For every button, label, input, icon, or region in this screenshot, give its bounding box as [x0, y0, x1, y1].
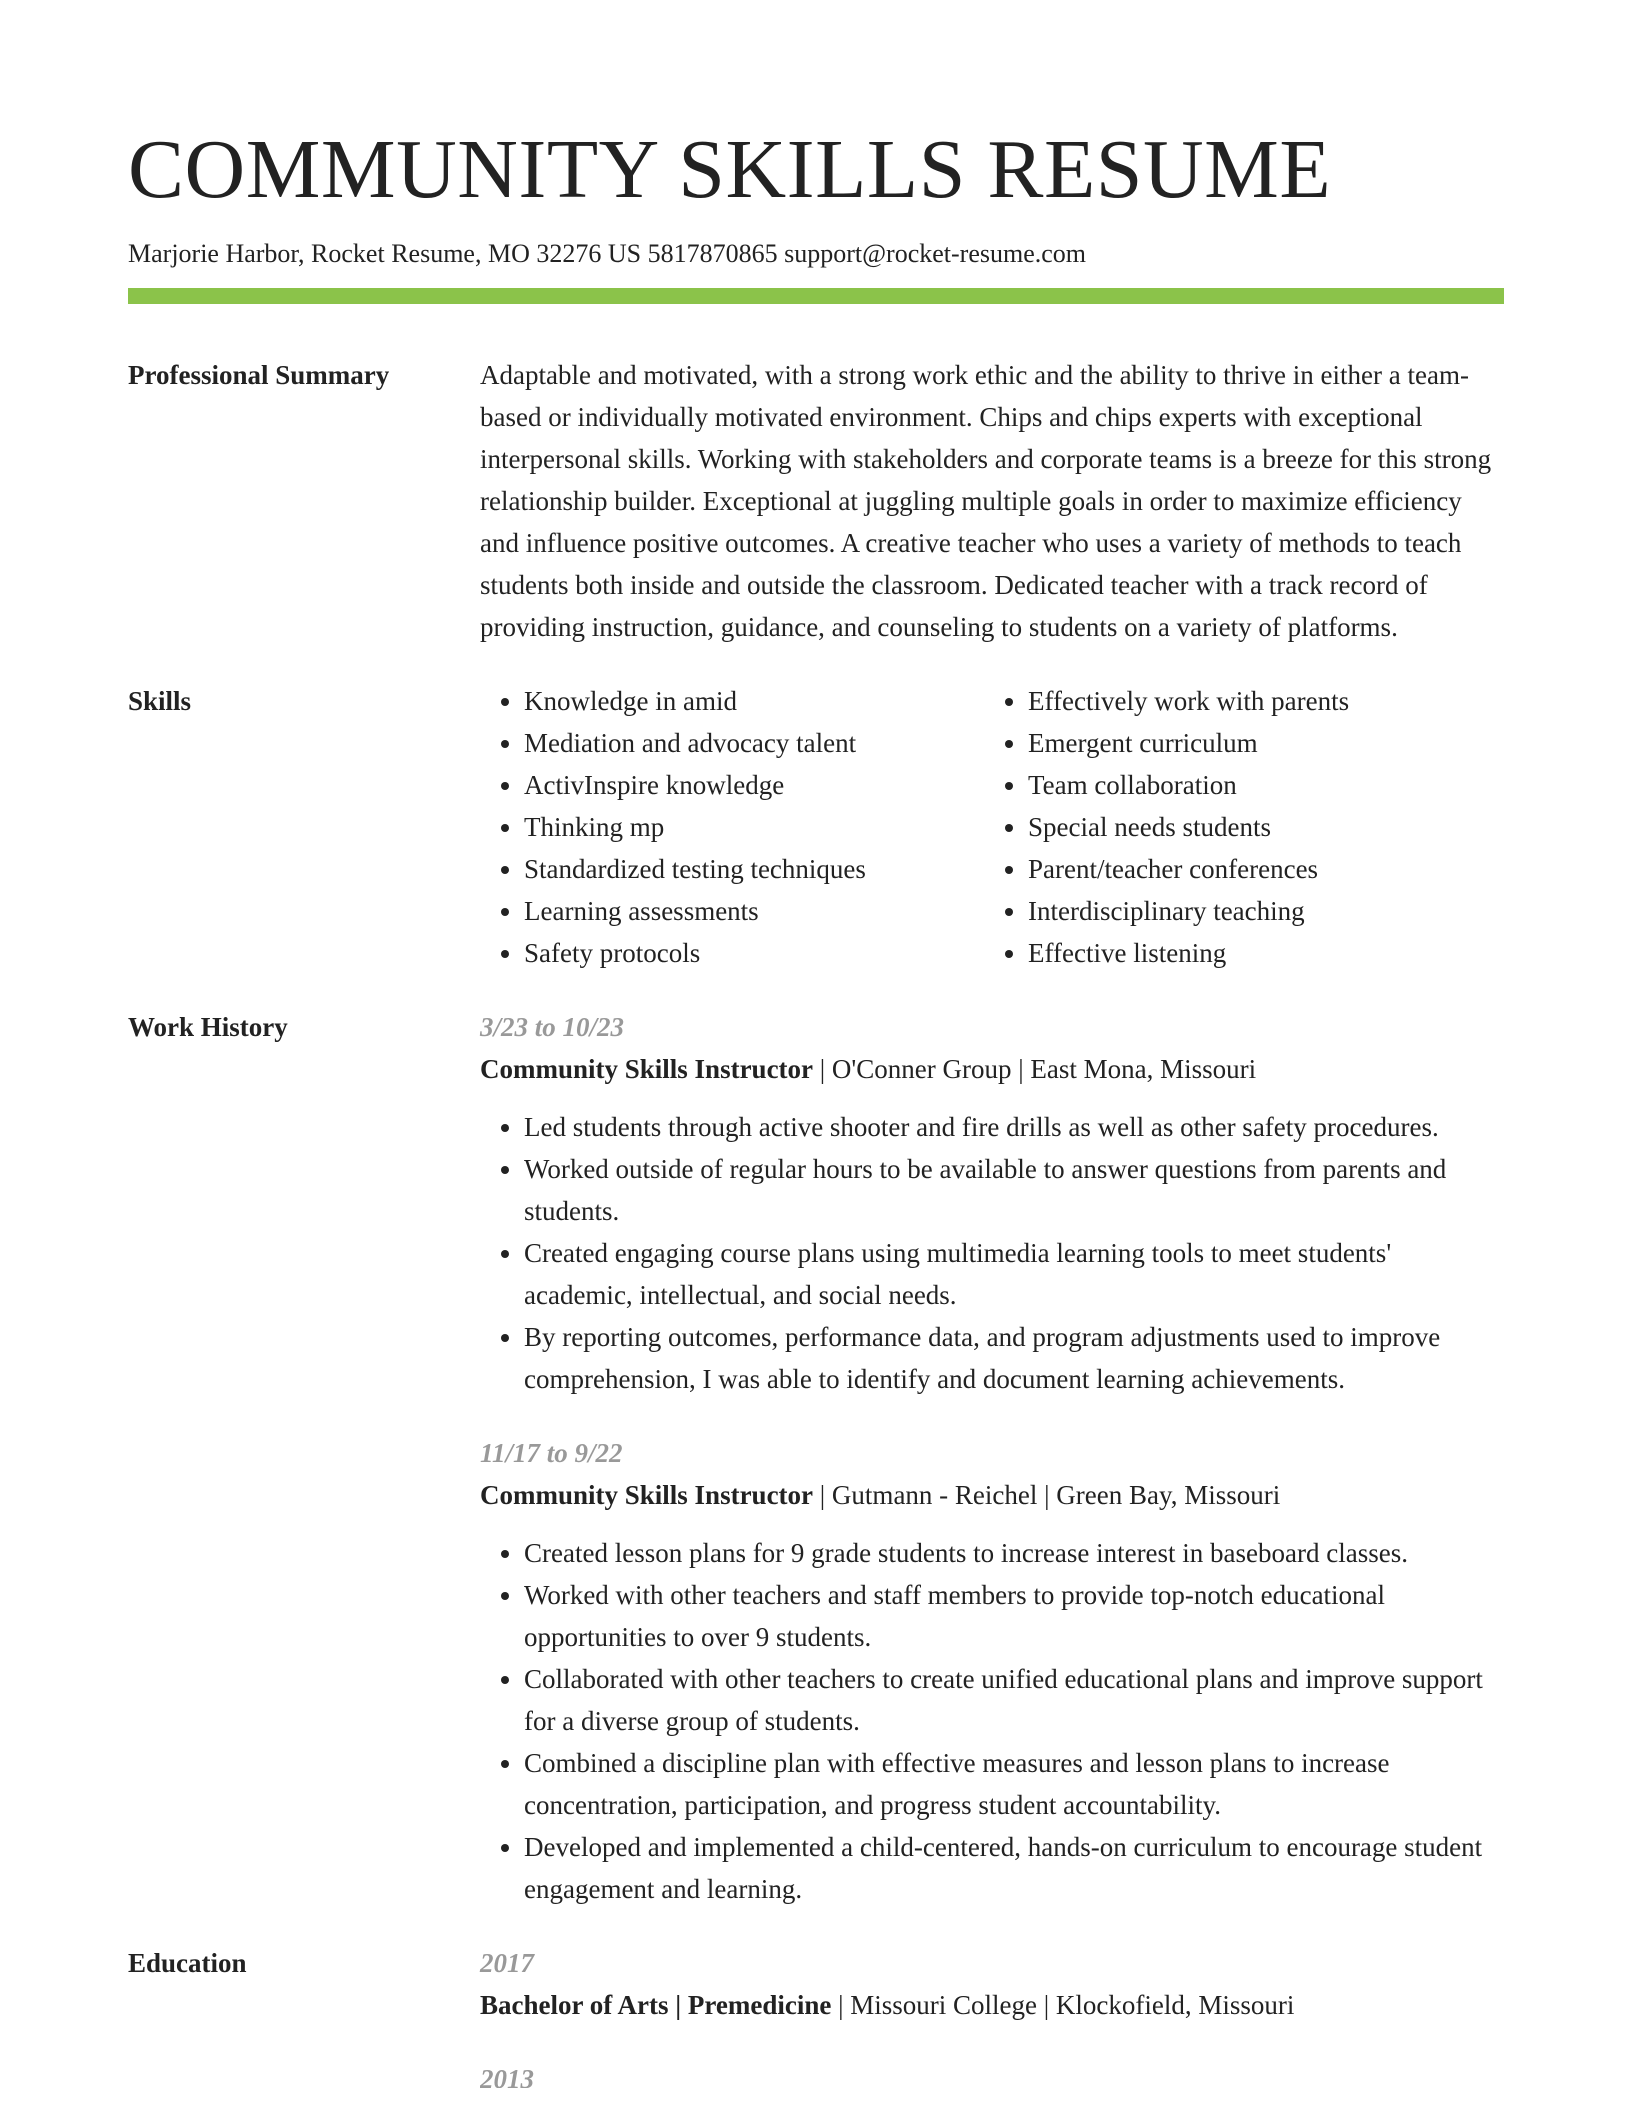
section-label-skills: Skills: [128, 686, 192, 716]
education-dates: 2017: [480, 1948, 534, 1978]
resume-title: COMMUNITY SKILLS RESUME: [128, 123, 1332, 216]
summary-section: [128, 354, 1504, 648]
job-title: Community Skills Instructor: [480, 1054, 814, 1084]
education-degree: Bachelor of Arts | Premedicine: [480, 1990, 832, 2020]
skills-body: [480, 680, 1504, 974]
job-heading: [480, 1048, 1504, 1090]
summary-text: Adaptable and motivated, with a strong work ethic and the ability to thrive in either a team-based or individually motivated environment. Chips and chips experts with exceptional interpersonal skills. Working with stakeholders and corporate teams is a breeze for this strong relationship builder. Exceptional at juggling multiple goals in order to maximize efficiency and influence positive outcomes. A creative teacher who uses a variety of methods to teach students both inside and outside the classroom. Dedicated teacher with a track record of providing instruction, guidance, and counseling to students on a variety of platforms.: [480, 360, 1492, 642]
skill-item: • Learning assessments: [524, 890, 984, 932]
skill-item: • Effectively work with parents: [1028, 680, 1488, 722]
job-bullet: • Led students through active shooter and fire drills as well as other safety procedures.: [524, 1106, 1504, 1148]
skill-item: • ActivInspire knowledge: [524, 764, 984, 806]
skills-column-right: [984, 680, 1488, 974]
job-bullet: • Created lesson plans for 9 grade students to increase interest in baseboard classes.: [524, 1532, 1504, 1574]
job-bullet-list: [480, 1532, 1504, 1910]
summary-body: [480, 354, 1504, 648]
skill-item: • Mediation and advocacy talent: [524, 722, 984, 764]
section-label-summary: Professional Summary: [128, 360, 390, 390]
skill-item: • Special needs students: [1028, 806, 1488, 848]
skill-item: • Knowledge in amid: [524, 680, 984, 722]
education-school-location: | Missouri College | Klockofield, Missouri: [831, 1990, 1295, 2020]
job-heading: [480, 1474, 1504, 1516]
education-body: [480, 1942, 1504, 2088]
skill-item: • Interdisciplinary teaching: [1028, 890, 1488, 932]
education-heading: [480, 1984, 1504, 2026]
education-dates: 2013: [480, 2064, 534, 2088]
job-entry: [480, 1432, 1504, 1910]
skill-item: • Effective listening: [1028, 932, 1488, 974]
skill-item: • Parent/teacher conferences: [1028, 848, 1488, 890]
job-entry: [480, 1006, 1504, 1400]
work-history-body: [480, 1006, 1504, 1910]
skill-item: • Team collaboration: [1028, 764, 1488, 806]
job-bullet: • Collaborated with other teachers to create unified educational plans and improve support for a diverse group of students.: [524, 1658, 1504, 1742]
job-bullet: • Created engaging course plans using multimedia learning tools to meet students' academic, intellectual, and social needs.: [524, 1232, 1504, 1316]
header-divider: [128, 288, 1504, 304]
skill-item: • Standardized testing techniques: [524, 848, 984, 890]
education-section: [128, 1942, 1504, 2088]
section-label-education: Education: [128, 1948, 247, 1978]
contact-line: Marjorie Harbor, Rocket Resume, MO 32276 US 5817870865 support@rocket-resume.com: [128, 239, 1087, 268]
job-employer-location: | Gutmann - Reichel | Green Bay, Missouri: [813, 1480, 1281, 1510]
job-bullet: • Worked outside of regular hours to be available to answer questions from parents and students.: [524, 1148, 1504, 1232]
skill-item: • Emergent curriculum: [1028, 722, 1488, 764]
resume-page: [128, 0, 1504, 2088]
work-history-section: [128, 1006, 1504, 1910]
job-bullet: • By reporting outcomes, performance data, and program adjustments used to improve comprehension, I was able to identify and document learning achievements.: [524, 1316, 1504, 1400]
job-bullet-list: [480, 1106, 1504, 1400]
job-employer-location: | O'Conner Group | East Mona, Missouri: [813, 1054, 1257, 1084]
job-dates: 3/23 to 10/23: [480, 1012, 625, 1042]
job-bullet: • Worked with other teachers and staff members to provide top-notch educational opportunities to over 9 students.: [524, 1574, 1504, 1658]
job-bullet: • Combined a discipline plan with effective measures and lesson plans to increase concentration, participation, and progress student accountability.: [524, 1742, 1504, 1826]
job-title: Community Skills Instructor: [480, 1480, 814, 1510]
job-bullet: • Developed and implemented a child-centered, hands-on curriculum to encourage student engagement and learning.: [524, 1826, 1504, 1910]
section-label-work: Work History: [128, 1012, 288, 1042]
job-dates: 11/17 to 9/22: [480, 1438, 623, 1468]
skills-section: [128, 680, 1504, 974]
skill-item: • Thinking mp: [524, 806, 984, 848]
skills-column-left: [480, 680, 984, 974]
skill-item: • Safety protocols: [524, 932, 984, 974]
